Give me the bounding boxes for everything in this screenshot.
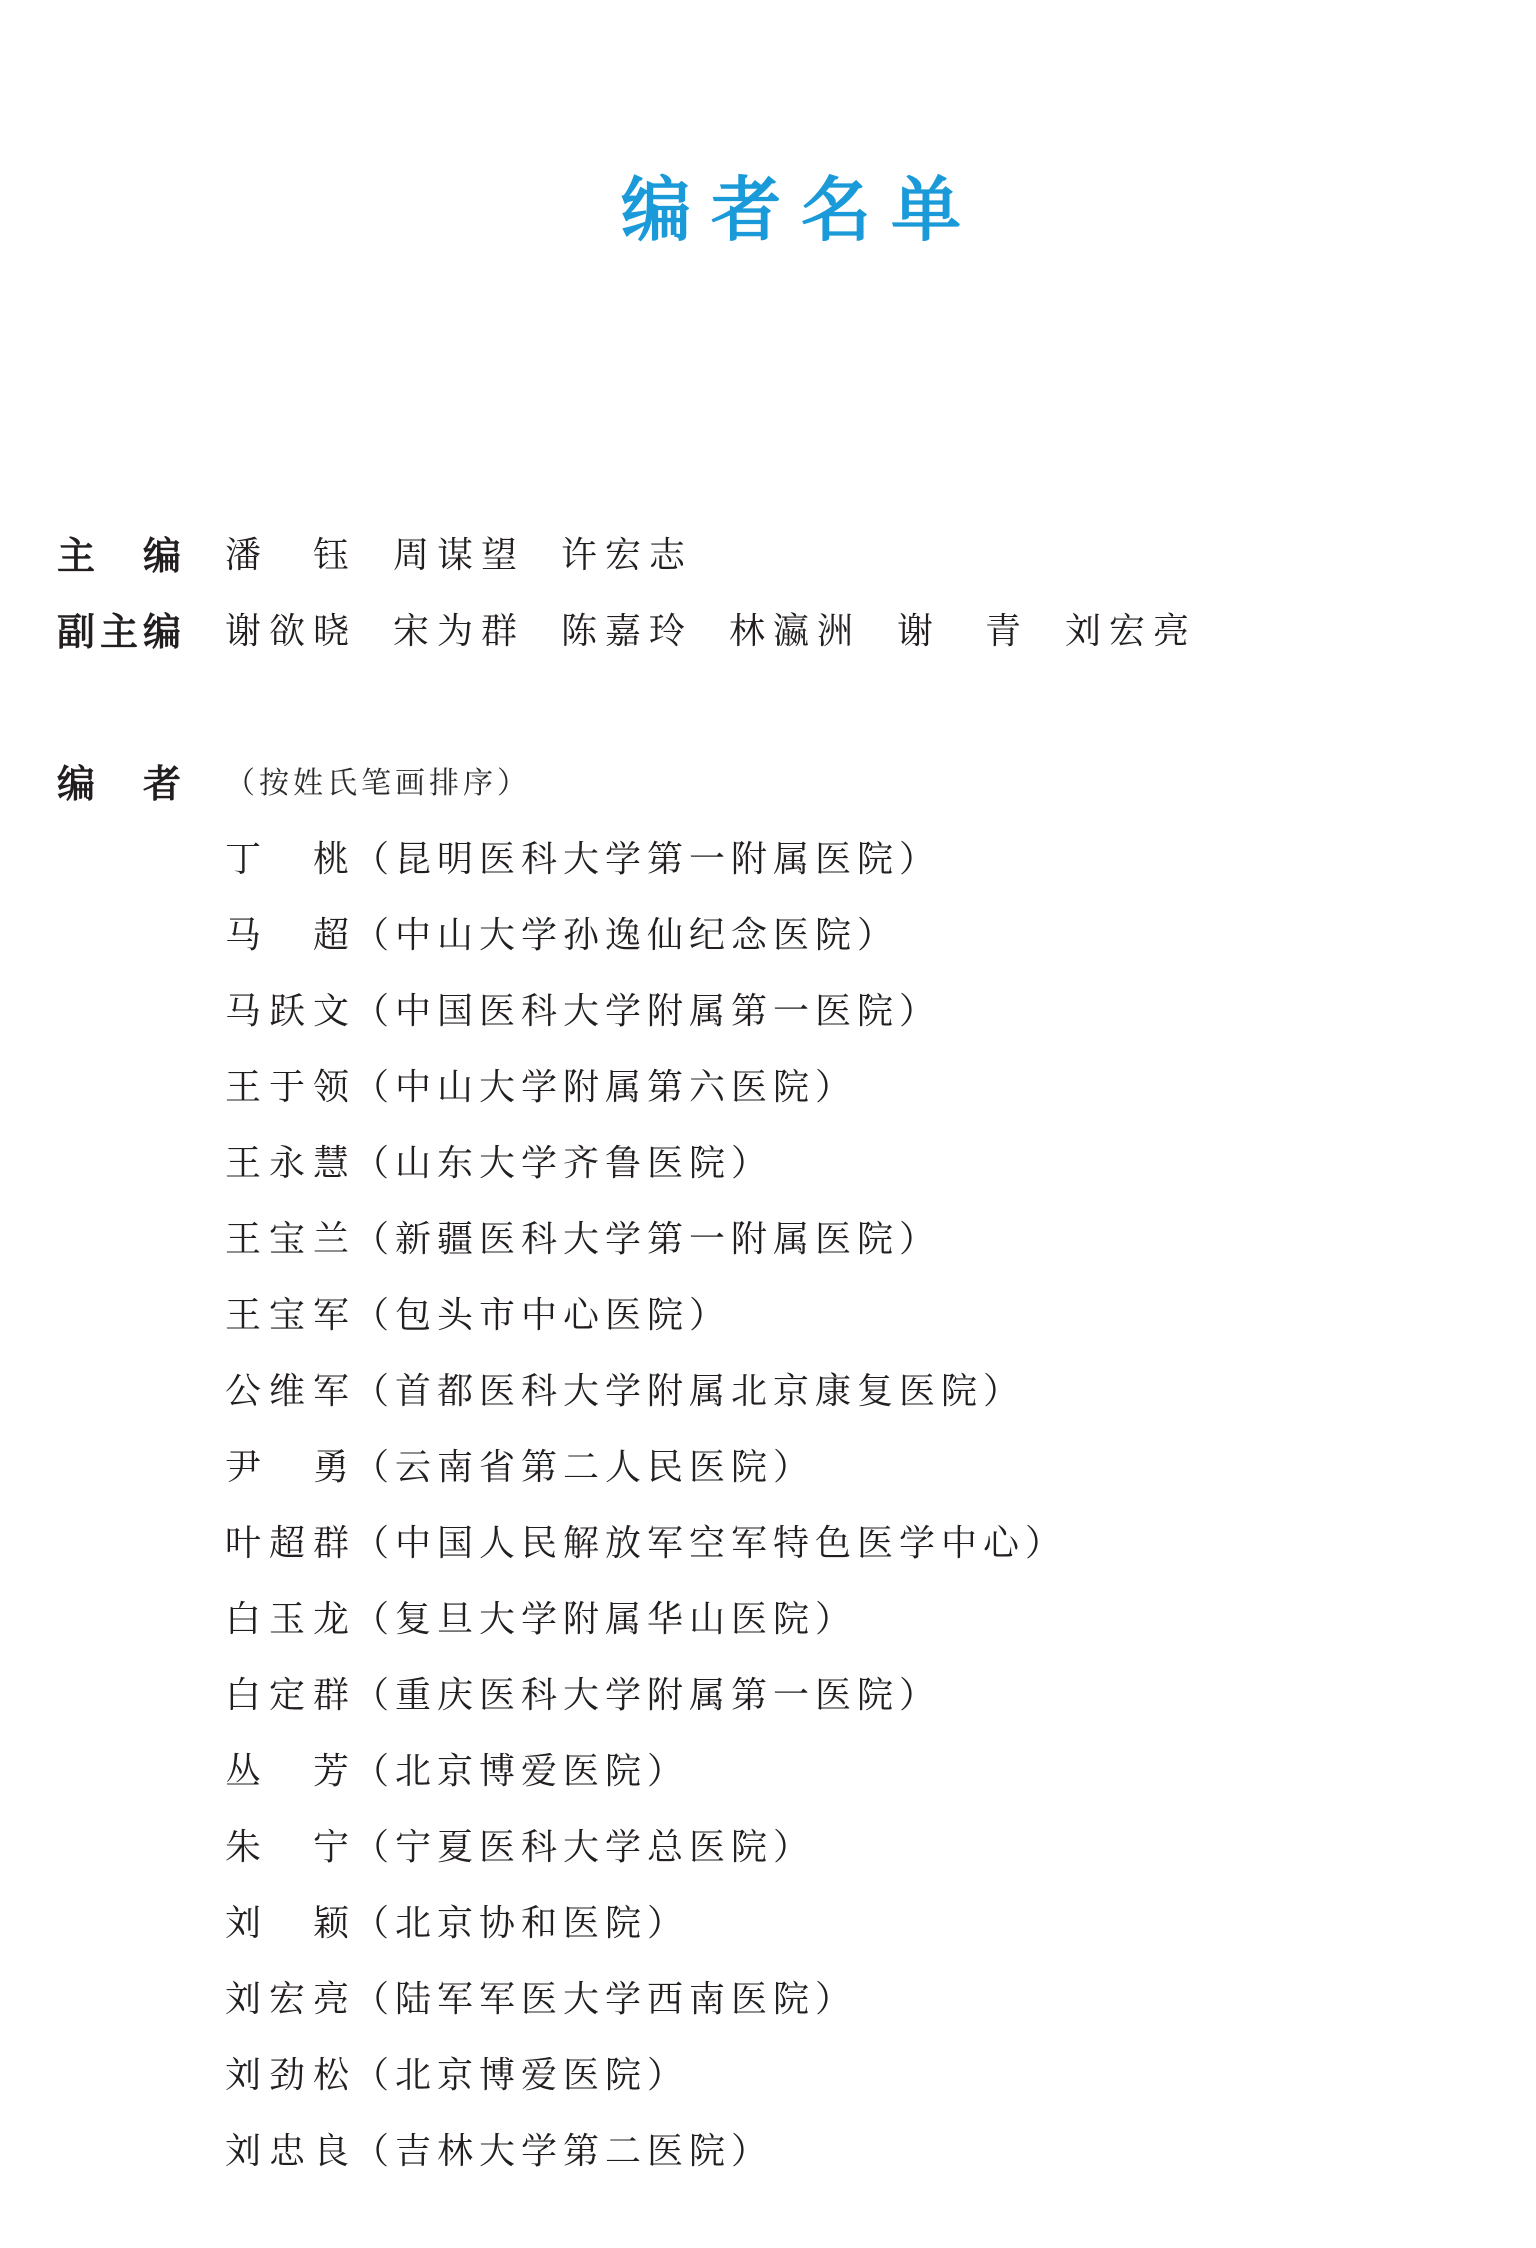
editor-name: 丁桃 (225, 839, 349, 880)
editor-affiliation: （北京协和医院） (353, 1903, 690, 1944)
editor-entry (57, 1582, 1067, 1658)
editor-entry (57, 1962, 1067, 2038)
editor-affiliation: （昆明医科大学第一附属医院） (353, 839, 942, 880)
editor-in-chief-section (57, 518, 1233, 670)
editor-affiliation: （中国医科大学附属第一医院） (353, 991, 942, 1032)
editor-affiliation: （吉林大学第二医院） (353, 2131, 774, 2172)
editor-affiliation: （陆军军医大学西南医院） (353, 1979, 858, 2020)
deputy-editors-label: 副主编 (57, 610, 181, 654)
editor-entry (57, 1126, 1067, 1202)
editor-affiliation: （中国人民解放军空军特色医学中心） (353, 1523, 1068, 1564)
editor-affiliation: （中山大学附属第六医院） (353, 1067, 858, 1108)
chief-editor-name: 周谋望 (393, 535, 517, 576)
editor-entry (57, 2114, 1067, 2190)
editor-name: 王宝兰 (225, 1219, 349, 1260)
editor-name: 刘颖 (225, 1903, 349, 1944)
editor-name: 王于领 (225, 1067, 349, 1108)
editor-affiliation: （宁夏医科大学总医院） (353, 1827, 816, 1868)
editor-entry (57, 1050, 1067, 1126)
editor-name: 马跃文 (225, 991, 349, 1032)
deputy-editor-name: 刘宏亮 (1065, 611, 1189, 652)
editor-name: 叶超群 (225, 1523, 349, 1564)
editor-entry (57, 1278, 1067, 1354)
editor-name: 马超 (225, 915, 349, 956)
editor-entry (57, 974, 1067, 1050)
chief-editors-label: 主编 (57, 534, 181, 578)
deputy-editor-name: 林瀛洲 (729, 611, 853, 652)
editor-entry (57, 1202, 1067, 1278)
editor-name: 王永慧 (225, 1143, 349, 1184)
editor-name: 刘劲松 (225, 2055, 349, 2096)
editor-entry (57, 1734, 1067, 1810)
editor-name: 朱宁 (225, 1827, 349, 1868)
chief-editor-name: 潘钰 (225, 535, 349, 576)
editor-entry (57, 1430, 1067, 1506)
editors-label: 编者 (57, 762, 181, 806)
editor-entry (57, 898, 1067, 974)
editor-entry (57, 1886, 1067, 1962)
chief-editor-name: 许宏志 (561, 535, 685, 576)
editor-name: 王宝军 (225, 1295, 349, 1336)
deputy-editor-name: 谢青 (897, 611, 1021, 652)
editor-entry (57, 2038, 1067, 2114)
editor-affiliation: （北京博爱医院） (353, 1751, 690, 1792)
editor-affiliation: （重庆医科大学附属第一医院） (353, 1675, 942, 1716)
editor-affiliation: （云南省第二人民医院） (353, 1447, 816, 1488)
deputy-editors-row (57, 594, 1233, 670)
sorting-note: （按姓氏笔画排序） (225, 766, 531, 801)
editor-affiliation: （北京博爱医院） (353, 2055, 690, 2096)
editor-entry (57, 1506, 1067, 1582)
editor-name: 公维军 (225, 1371, 349, 1412)
editor-affiliation: （复旦大学附属华山医院） (353, 1599, 858, 1640)
editor-affiliation: （中山大学孙逸仙纪念医院） (353, 915, 900, 956)
editor-entry (57, 1354, 1067, 1430)
chief-editors-row (57, 518, 1233, 594)
editor-name: 尹勇 (225, 1447, 349, 1488)
editor-name: 丛芳 (225, 1751, 349, 1792)
deputy-editor-name: 谢欲晓 (225, 611, 349, 652)
editor-entry (57, 1658, 1067, 1734)
editors-section (57, 746, 1067, 2190)
editor-affiliation: （山东大学齐鲁医院） (353, 1143, 774, 1184)
editor-affiliation: （包头市中心医院） (353, 1295, 732, 1336)
page-title: 编者名单 (621, 169, 981, 251)
editor-entry (57, 822, 1067, 898)
editor-affiliation: （新疆医科大学第一附属医院） (353, 1219, 942, 1260)
editor-entry (57, 1810, 1067, 1886)
editors-heading-row (57, 746, 1067, 822)
editor-name: 白玉龙 (225, 1599, 349, 1640)
editor-name: 白定群 (225, 1675, 349, 1716)
deputy-editor-name: 陈嘉玲 (561, 611, 685, 652)
editor-name: 刘忠良 (225, 2131, 349, 2172)
editor-affiliation: （首都医科大学附属北京康复医院） (353, 1371, 1026, 1412)
deputy-editor-name: 宋为群 (393, 611, 517, 652)
editor-name: 刘宏亮 (225, 1979, 349, 2020)
